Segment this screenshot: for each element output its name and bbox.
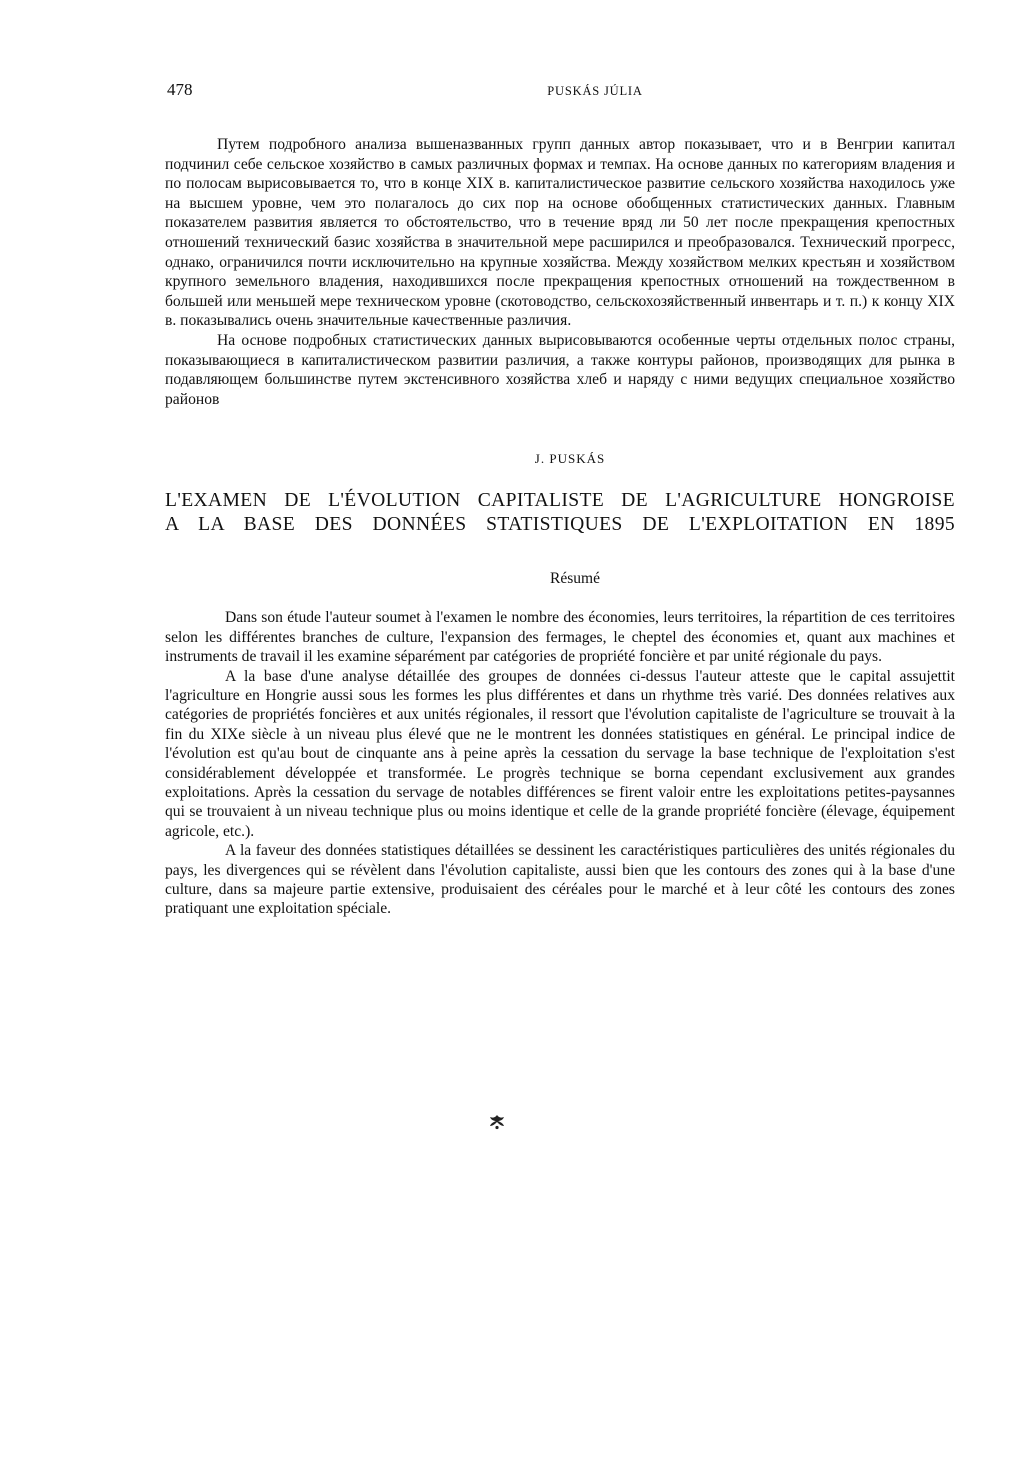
running-head: [165, 75, 955, 105]
french-paragraph-3: A la faveur des données statistiques détaillées se dessinent les caractéristiques particulières des unités régionales du pays, les divergences qui se révèlent dans l'évolution capitaliste, aussi bien que les contours des zones qui à la base d'une culture, dans sa majeure partie extensive, produisaient des céréales pour le marché et à leur côté les contours des zones pratiquant une exploitation spéciale.: [165, 842, 955, 918]
russian-summary: [165, 135, 955, 409]
page: [165, 75, 955, 919]
french-summary: [165, 608, 955, 919]
fleuron-icon: [488, 1114, 506, 1130]
french-paragraph-1: Dans son étude l'auteur soumet à l'examen le nombre des économies, leurs territoires, la répartition de ces territoires selon les différentes branches de culture, l'expansion des fermages, le cheptel des économies et, quant aux machines et instruments de travail il les examine séparément par catégories de propriété foncière et par unité régionale du pays.: [165, 609, 955, 666]
article-title-line-1: L'EXAMEN DE L'ÉVOLUTION CAPITALISTE DE L'AGRICULTURE HONGROISE: [165, 490, 955, 512]
article-title: [165, 489, 955, 536]
article-title-line-2: A LA BASE DES DONNÉES STATISTIQUES DE L'EXPLOITATION EN 1895: [165, 513, 955, 535]
french-paragraph-2: A la base d'une analyse détaillée des groupes de données ci-dessus l'auteur atteste que le capital assujettit l'agriculture en Hongrie aussi sous les formes les plus différentes et dans un rhythme très varié. Des données relatives aux catégories de propriétés foncières et aux unités régionales, il ressort que l'évolution capitaliste de l'agriculture se trouvait à la fin du XIXe siècle à un niveau plus élevé que ne le montrent les données statistiques en général. Le principal indice de l'évolution est qu'au bout de cinquante ans à peine après la cessation du servage la base technique de l'exploitation s'est considérablement développée et transformée. Le progrès technique se borna cependant exclusivement aux grandes exploitations. Après la cessation du servage de notables différences se firent valoir entre les exploitations petites-paysannes qui se trouvaient à un niveau technique plus ou moins identique et celle de la grande propriété foncière (élevage, équipement agricole, etc.).: [165, 667, 955, 840]
author-name: J. PUSKÁS: [534, 451, 606, 467]
running-title: PUSKÁS JÚLIA: [547, 84, 643, 98]
resume-heading: Résumé: [550, 570, 600, 588]
russian-paragraph-2: На основе подробных статистических данных вырисовываются особенные черты отдельных полос страны, показывающиеся в капиталистическом развитии различия, а также контуры районов, производящих для рынка в подавляющем большинстве путем экстенсивного хозяйства хлеб и наряду с ними ведущих специальное хозяйство районов: [165, 331, 955, 408]
page-number: 478: [167, 80, 193, 99]
russian-paragraph-1: Путем подробного анализа вышеназванных групп данных автор показывает, что и в Венгрии капитал подчинил себе сельское хозяйство в самых различных формах и темпах. На основе данных по категориям владения и по полосам вырисовывается то, что в конце XIX в. капиталистическое развитие сельского хозяйства находилось уже на высшем уровне, чем это полагалось до сих пор на основе обобщенных статистических данных. Главным показателем развития является то обстоятельство, что в течение вряд ли 50 лет после прекращения крепостных отношений технический базис хозяйства в значительной мере расширился и преобразовался. Технический прогресс, однако, ограничился почти исключительно на крупные хозяйства. Между хозяйством мелких крестьян и хозяйством крупного земельного владения, находившихся после прекращения крепостных отношений на тождественном в большей или меньшей мере техническом уровне (скотоводство, сельскохозяйственный инвентарь и т. п.) к концу XIX в. показывались очень значительные качественные различия.: [165, 136, 955, 330]
